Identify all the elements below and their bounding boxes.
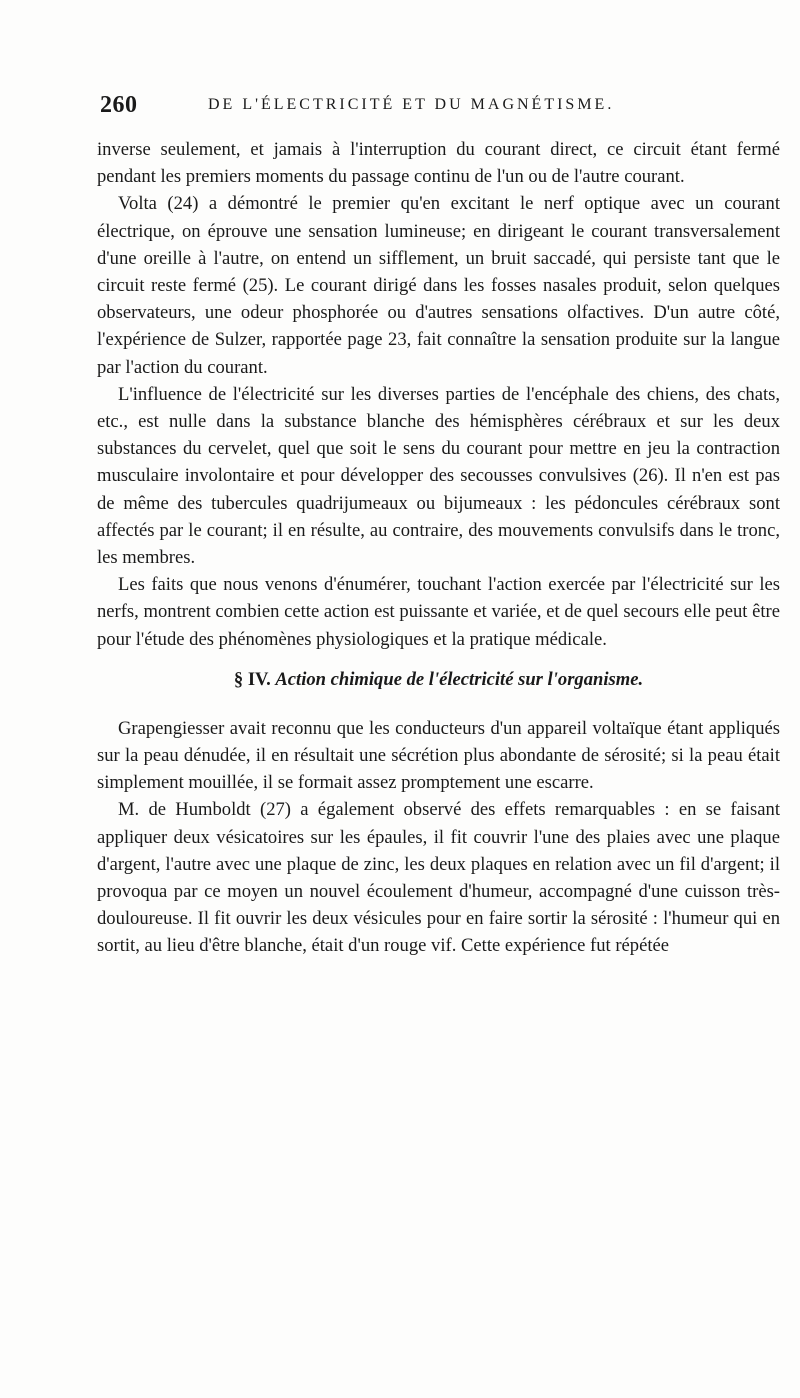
section-number: IV. — [247, 668, 271, 690]
running-title: DE L'ÉLECTRICITÉ ET DU MAGNÉTISME. — [208, 96, 615, 113]
paragraph: Volta (24) a démontré le premier qu'en excitant le nerf optique avec un courant électrique, on éprouve une sensation lumineuse; en dirigeant le courant transversalement d'une oreille à l'autre, on entend un sifflement, un bruit saccadé, qui persiste tant que le circuit reste fermé (25). Le courant dirigé dans les fosses nasales produit, selon quelques observateurs, une odeur phosphorée ou d'autres sensations olfactives. D'un autre côté, l'expérience de Sulzer, rapportée page 23, fait connaître la sensation produite sur la langue par l'action du courant. — [97, 193, 780, 378]
page-number: 260 — [100, 92, 138, 118]
body-text — [97, 136, 780, 960]
paragraph: inverse seulement, et jamais à l'interruption du courant direct, ce circuit étant fermé pendant les premiers moments du passage continu de l'un ou de l'autre courant. — [97, 139, 780, 188]
paragraph: M. de Humboldt (27) a également observé des effets remarquables : en se faisant appliquer deux vésicatoires sur les épaules, il fit couvrir l'une des plaies avec une plaque d'argent, l'autre avec une plaque de zinc, les deux plaques en relation avec un fil d'argent; il provoqua par ce moyen un nouvel écoulement d'humeur, accompagné d'une cuisson très-douloureuse. Il fit ouvrir les deux vésicules pour en faire sortir la sérosité : l'humeur qui en sortit, au lieu d'être blanche, était d'un rouge vif. Cette expérience fut répétée — [97, 799, 780, 957]
paragraph: Grapengiesser avait reconnu que les conducteurs d'un appareil voltaïque étant appliqués sur la peau dénudée, il en résultait une sécrétion plus abondante de sérosité; si la peau était simplement mouillée, il se formait assez promptement une escarre. — [97, 717, 780, 794]
section-title: Action chimique de l'électricité sur l'organisme. — [275, 668, 644, 690]
section-heading — [97, 666, 780, 693]
paragraph: L'influence de l'électricité sur les diverses parties de l'encéphale des chiens, des chats, etc., est nulle dans la substance blanche des hémisphères cérébraux et sur les deux substances du cervelet, quel que soit le sens du courant pour mettre en jeu la contraction musculaire involontaire et pour développer des secousses convulsives (26). Il n'en est pas de même des tubercules quadrijumeaux ou bijumeaux : les pédoncules cérébraux sont affectés par le courant; il en résulte, au contraire, des mouvements convulsifs dans le tronc, les membres. — [97, 383, 780, 569]
running-head — [100, 92, 780, 124]
section-symbol: § — [233, 668, 244, 690]
paragraph: Les faits que nous venons d'énumérer, touchant l'action exercée par l'électricité sur les nerfs, montrent combien cette action est puissante et variée, et de quel secours elle peut être pour l'étude des phénomènes physiologiques et la pratique médicale. — [97, 574, 780, 650]
